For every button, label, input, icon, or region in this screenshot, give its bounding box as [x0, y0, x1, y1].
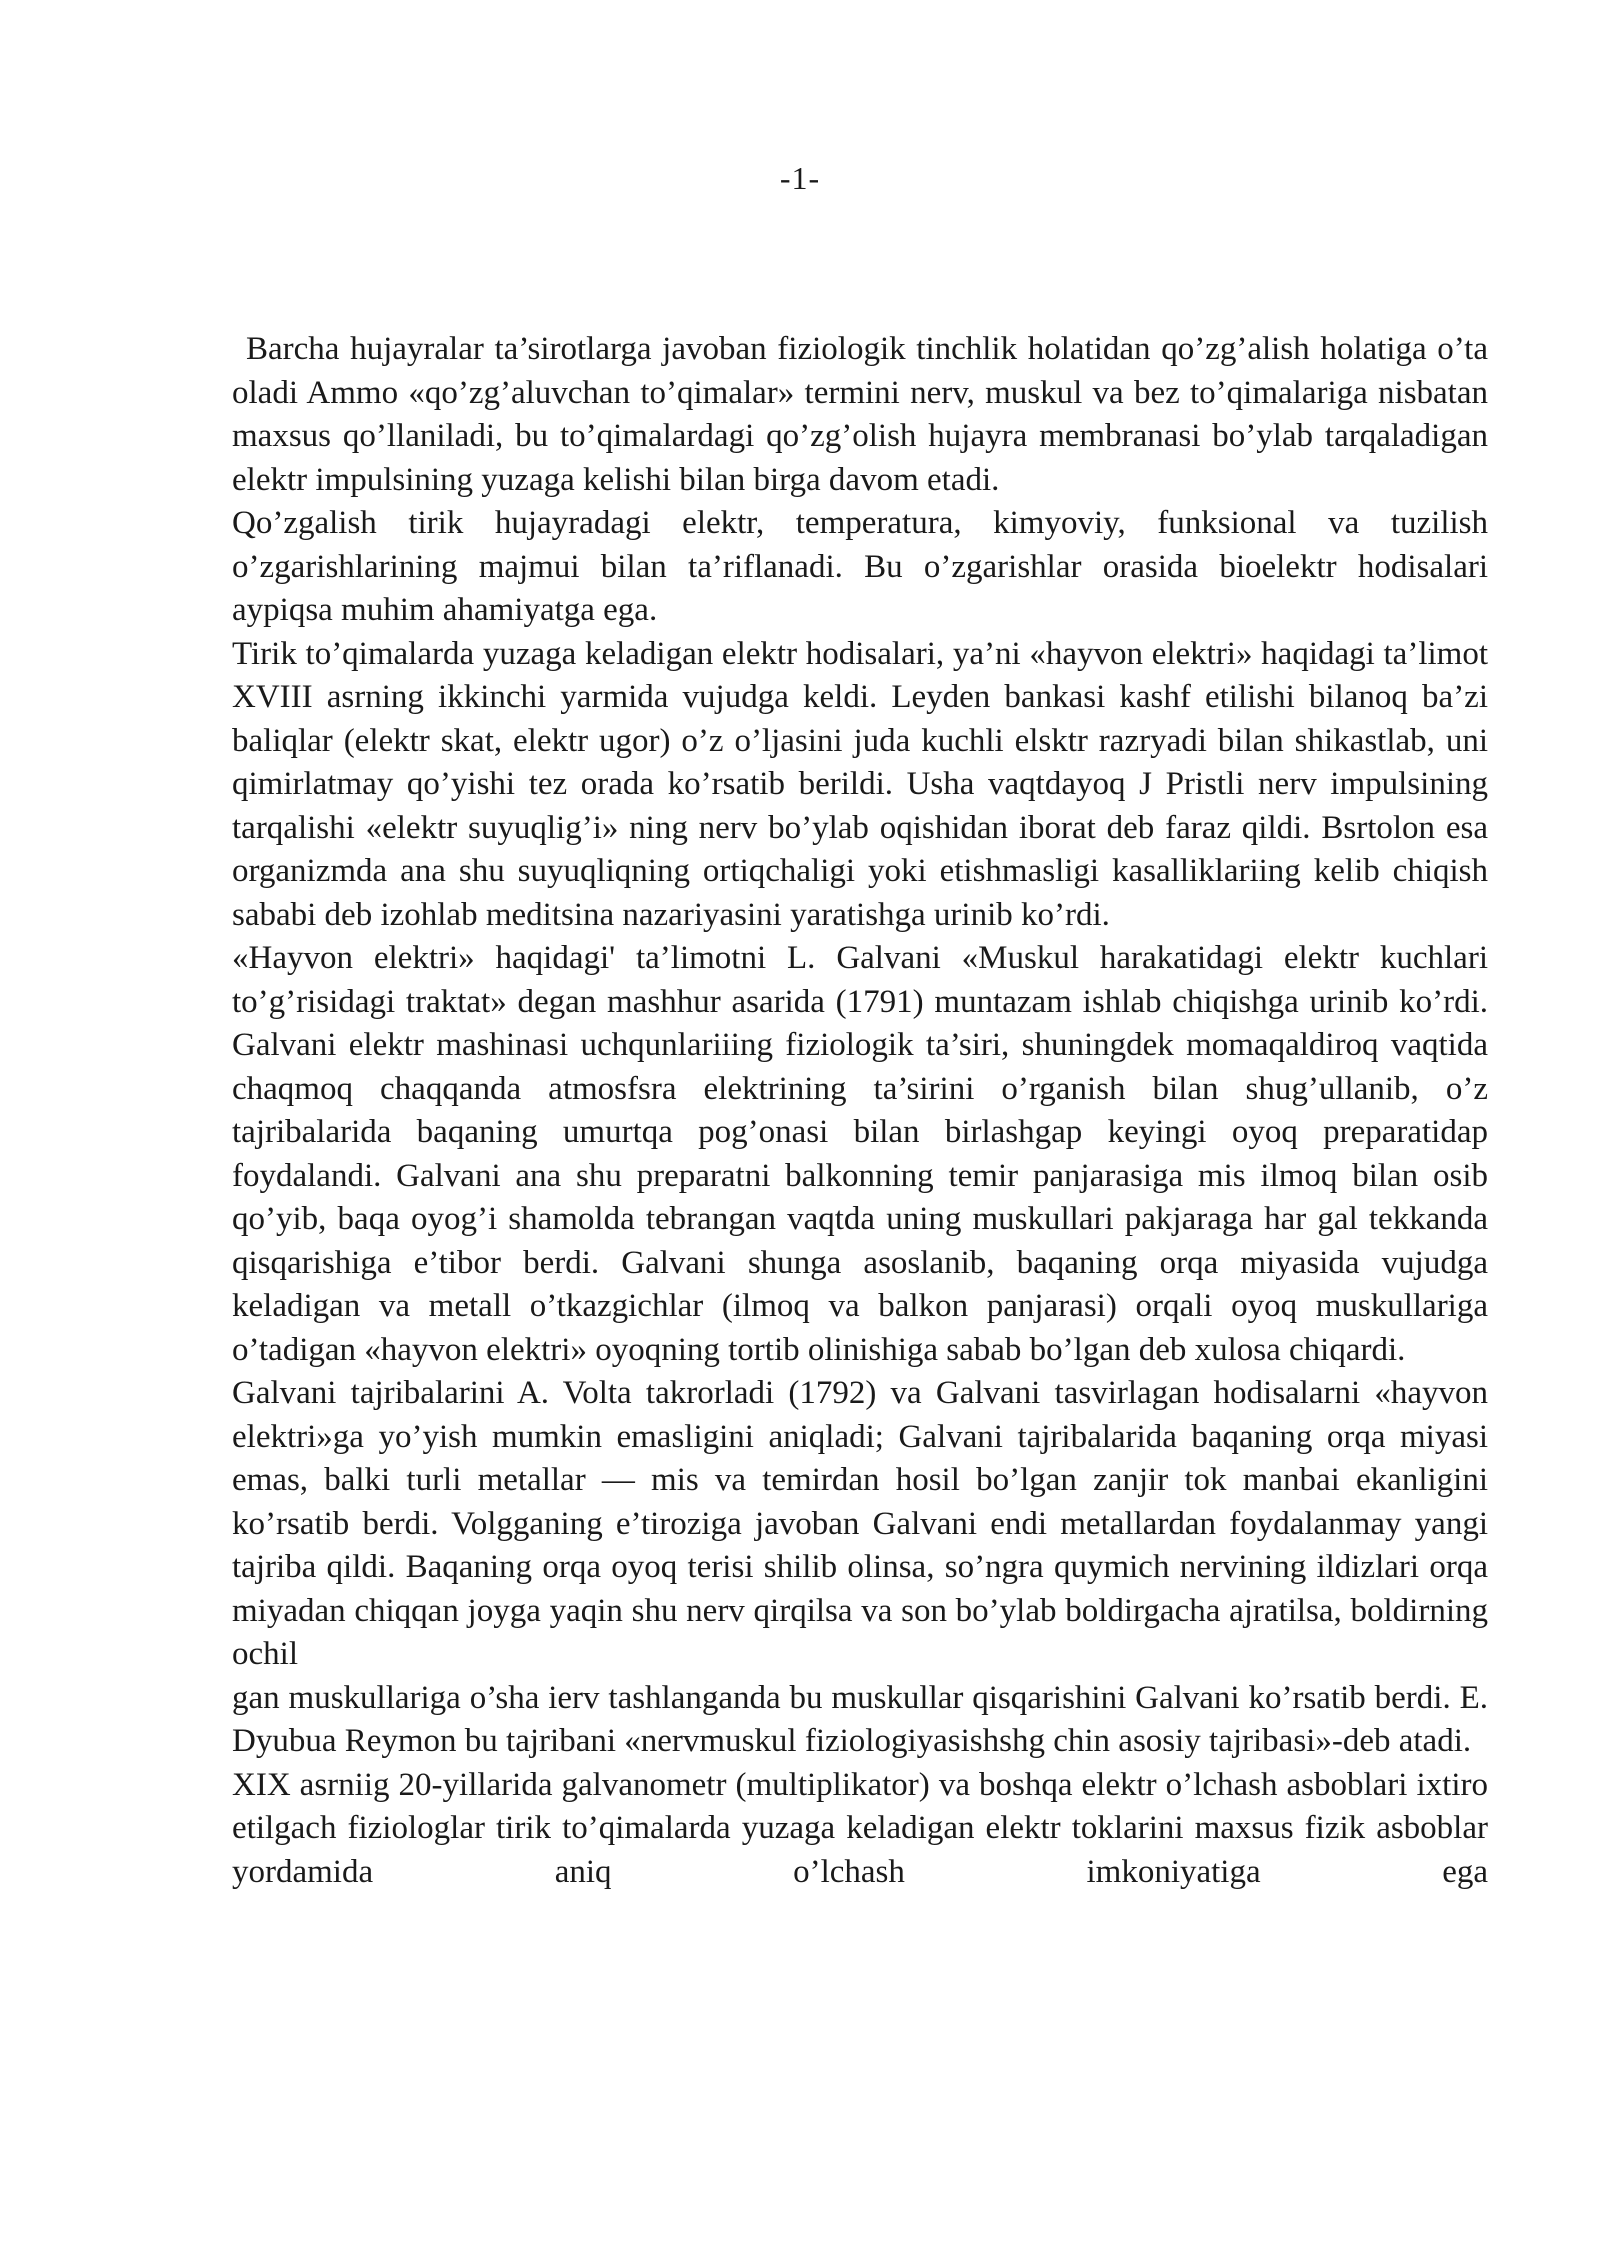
paragraph: gan muskullariga o’sha ierv tashlanganda bu muskullar qisqarishini Galvani ko’rsatib berdi. E. Dyubua Reymon bu tajribani «nervmuskul fiziologiyasishshg chin asosiy tajribasi»-deb atadi.: [232, 1679, 1488, 1759]
body-text: [232, 328, 1488, 1894]
paragraph: Barcha hujayralar ta’sirotlarga javoban fiziologik tinchlik holatidan qo’zg’alish holatiga o’ta oladi Ammo «qo’zg’aluvchan to’qimalar» termini nerv, muskul va bez to’qimalariga nisbatan maxsus qo’llaniladi, bu to’qimalardagi qo’zg’olish hujayra membranasi bo’ylab tarqaladigan elektr impulsining yuzaga kelishi bilan birga davom etadi.: [232, 331, 1488, 498]
paragraph: Galvani tajribalarini A. Volta takrorladi (1792) va Galvani tasvirlagan hodisalarni «hayvon elektri»ga yo’yish mumkin emasligini aniqladi; Galvani tajribalarida baqaning orqa miyasi emas, balki turli metallar — mis va temirdan hosil bo’lgan zanjir tok manbai ekanligini ko’rsatib berdi. Volgganing e’tiroziga javoban Galvani endi metallardan foydalanmay yangi tajriba qildi. Baqaning orqa oyoq terisi shilib olinsa, so’ngra quymich nervining ildizlari orqa miyadan chiqqan joyga yaqin shu nerv qirqilsa va son bo’ylab boldirgacha ajratilsa, boldirning ochil: [232, 1375, 1488, 1672]
paragraph: «Hayvon elektri» haqidagi' ta’limotni L. Galvani «Muskul harakatidagi elektr kuchlari to’g’risidagi traktat» degan mashhur asarida (1791) muntazam ishlab chiqishga urinib ko’rdi. Galvani elektr mashinasi uchqunlariiing fiziologik ta’siri, shuningdek momaqaldiroq vaqtida chaqmoq chaqqanda atmosfsra elektrining ta’sirini o’rganish bilan shug’ullanib, o’z tajribalarida baqaning umurtqa pog’onasi bilan birlashgap keyingi oyoq preparatidap foydalandi. Galvani ana shu preparatni balkonning temir panjarasiga mis ilmoq bilan osib qo’yib, baqa oyog’i shamolda tebrangan vaqtda uning muskullari pakjaraga har gal tekkanda qisqarishiga e’tibor berdi. Galvani shunga asoslanib, baqaning orqa miyasida vujudga keladigan va metall o’tkazgichlar (ilmoq va balkon panjarasi) orqali oyoq muskullariga o’tadigan «hayvon elektri» oyoqning tortib olinishiga sabab bo’lgan deb xulosa chiqardi.: [232, 940, 1488, 1368]
paragraph: XIX asrniig 20-yillarida galvanometr (multiplikator) va boshqa elektr o’lchash asboblari ixtiro etilgach fiziologlar tirik to’qimalarda yuzaga keladigan elektr toklarini maxsus fizik asboblar yordamida aniq o’lchash imkoniyatiga ega: [232, 1766, 1488, 1890]
paragraph: Tirik to’qimalarda yuzaga keladigan elektr hodisalari, ya’ni «hayvon elektri» haqidagi ta’limot XVIII asrning ikkinchi yarmida vujudga keldi. Leyden bankasi kashf etilishi bilanoq ba’zi baliqlar (elektr skat, elektr ugor) o’z o’ljasini juda kuchli elsktr razryadi bilan shikastlab, uni qimirlatmay qo’yishi tez orada ko’rsatib berildi. Usha vaqtdayoq J Pristli nerv impulsining tarqalishi «elektr suyuqlig’i» ning nerv bo’ylab oqishidan iborat deb faraz qildi. Bsrtolon esa organizmda ana shu suyuqliqning ortiqchaligi yoki etishmasligi kasalliklariing kelib chiqish sababi deb izohlab meditsina nazariyasini yaratishga urinib ko’rdi.: [232, 635, 1488, 933]
page-number: -1-: [779, 160, 821, 196]
paragraph: Qo’zgalish tirik hujayradagi elektr, temperatura, kimyoviy, funksional va tuzilish o’zgarishlarining majmui bilan ta’riflanadi. Bu o’zgarishlar orasida bioelektr hodisalari aypiqsa muhim ahamiyatga ega.: [232, 505, 1488, 628]
